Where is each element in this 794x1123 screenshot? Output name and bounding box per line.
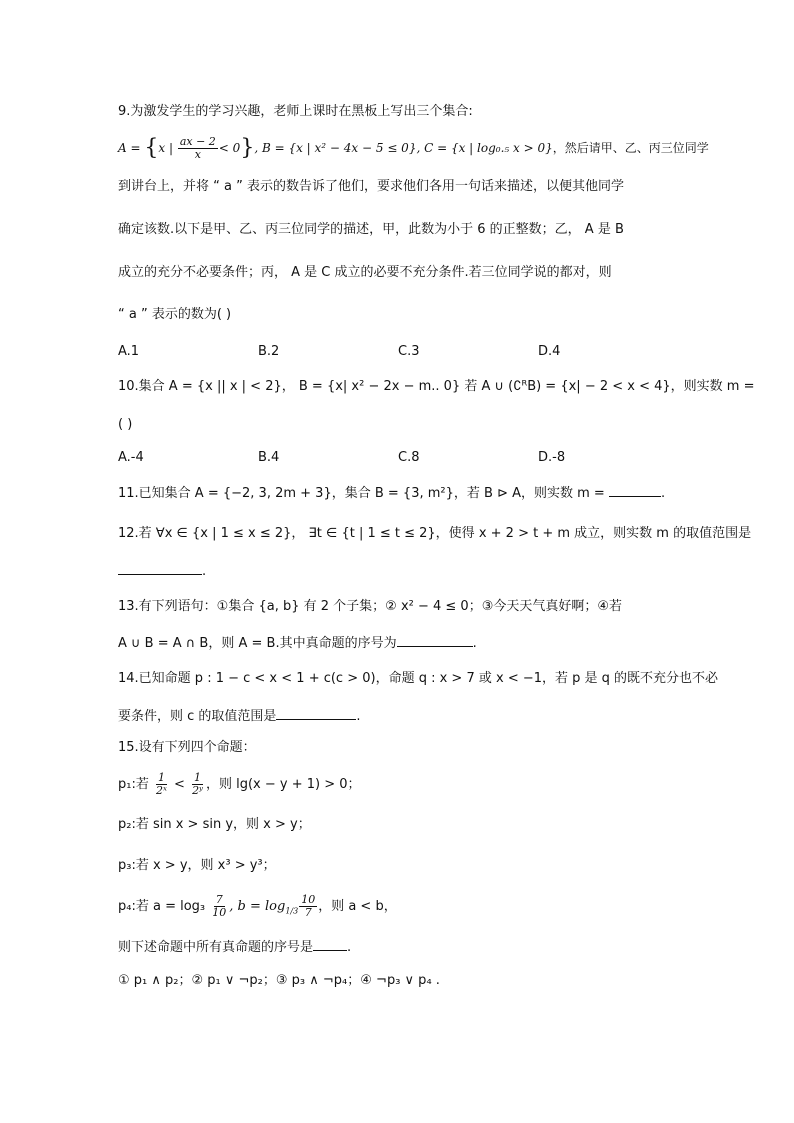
q9-frac-num: ax − 2 (179, 135, 216, 148)
q9-set-a-var: x | (158, 141, 177, 155)
q9-set-bc: , B = {x | x² − 4x − 5 ≤ 0}, C = {x | log₀.₅ x > 0} (254, 141, 553, 155)
q15-p1-frac2-num: 1 (194, 771, 202, 784)
q15-ask (118, 938, 351, 957)
q15-p4-mid: , b = log (229, 899, 286, 914)
q9-option-d: D.4 (538, 344, 561, 359)
q11-text: 11.已知集合 A = {−2, 3, 2m + 3}，集合 B = {3, m²}，若 B ⊳ A，则实数 m = (118, 486, 609, 501)
q9-line1: 9.为激发学生的学习兴趣，老师上课时在黑板上写出三个集合: (118, 104, 473, 119)
q9-option-b: B.2 (258, 344, 280, 359)
q10-option-a: A.-4 (118, 450, 144, 465)
q9-left-brace: { (144, 135, 159, 161)
q15-p4-pre: p₄:若 a = log₃ (118, 899, 210, 914)
q15-answer-blank[interactable] (313, 938, 347, 951)
q15-p4-frac1-num: 7 (215, 893, 223, 906)
q15-p1 (118, 772, 361, 798)
q15-p1-frac1-num: 1 (157, 771, 165, 784)
q15-p1-mid: < (169, 777, 190, 792)
q14-answer-blank[interactable] (276, 707, 356, 720)
q12-line2 (118, 562, 206, 581)
q11-answer-blank[interactable] (609, 484, 661, 497)
q12-line1: 12.若 ∀x ∈ {x | 1 ≤ x ≤ 2}， ∃t ∈ {t | 1 ≤ t ≤ 2}，使得 x + 2 > t + m 成立，则实数 m 的取值范围是 (118, 526, 752, 541)
q15-choices: ① p₁ ∧ p₂；② p₁ ∨ ¬p₂；③ p₃ ∧ ¬p₄；④ ¬p₃ ∨ p₄ . (118, 973, 440, 988)
q9-set-a-cond: < 0 (218, 141, 241, 155)
q12-answer-blank[interactable] (118, 562, 202, 575)
q15-p4-frac1-den: 10 (212, 906, 227, 919)
q9-line3: 到讲台上，并将 “ a ” 表示的数告诉了他们，要求他们各用一句话来描述，以便其他同学 (118, 179, 624, 194)
q15-p1-frac2-den: 2ʸ (192, 784, 203, 797)
q15-ask-end: . (347, 940, 352, 955)
q14-line2 (118, 707, 361, 726)
q15-p3: p₃:若 x > y，则 x³ > y³； (118, 858, 276, 873)
q13-answer-blank[interactable] (397, 634, 473, 647)
q15-p1-post: ，则 lg(x − y + 1) > 0； (205, 777, 361, 792)
q15-p2: p₂:若 sin x > sin y，则 x > y； (118, 817, 311, 832)
q15-ask-text: 则下述命题中所有真命题的序号是 (118, 940, 314, 955)
q13-line1: 13.有下列语句：①集合 {a, b} 有 2 个子集；② x² − 4 ≤ 0；③今天天气真好啊；④若 (118, 599, 623, 614)
q15-p4-base: 1/3 (285, 906, 299, 916)
q15-p4-frac2 (299, 894, 317, 919)
q15-line1: 15.设有下列四个命题： (118, 740, 256, 755)
q9-line5: 成立的充分不必要条件；丙， A 是 C 成立的必要不充分条件.若三位同学说的都对，则 (118, 265, 612, 280)
q13-line2 (118, 634, 477, 653)
q10-line2: ( ) (118, 417, 133, 432)
q14-end: . (356, 709, 361, 724)
q15-p4-frac1 (210, 894, 228, 919)
q15-p4 (118, 894, 397, 925)
q15-p4-frac2-num: 10 (301, 893, 316, 906)
q11-line (118, 484, 665, 503)
q9-fraction (178, 136, 218, 161)
q9-line4: 确定该数.以下是甲、乙、丙三位同学的描述，甲，此数为小于 6 的正整数；乙， A 是 B (118, 222, 624, 237)
q10-option-d: D.-8 (538, 450, 566, 465)
q9-option-a: A.1 (118, 344, 140, 359)
q14-line1: 14.已知命题 p : 1 − c < x < 1 + c(c > 0)，命题 q : x > 7 或 x < −1，若 p 是 q 的既不充分也不必 (118, 671, 719, 686)
q15-p1-frac1 (154, 772, 169, 797)
q13-text: A ∪ B = A ∩ B，则 A = B.其中真命题的序号为 (118, 636, 397, 651)
q9-set-a-label: A = (118, 141, 145, 155)
q9-line6: “ a ” 表示的数为( ) (118, 307, 232, 322)
q15-p1-frac2 (190, 772, 205, 797)
q9-right-brace: } (240, 135, 255, 161)
q15-p4-post: ，则 a < b， (318, 899, 397, 914)
q9-line2-tail: ，然后请甲、乙、丙三位同学 (552, 141, 709, 155)
q10-line1: 10.集合 A = {x || x | < 2}， B = {x| x² − 2x − m.. 0} 若 A ∪ (∁ᴿB) = {x| − 2 < x < 4}，则实数 m = (118, 379, 755, 394)
q9-frac-den: x (194, 148, 201, 161)
q14-text: 要条件，则 c 的取值范围是 (118, 709, 277, 724)
q15-p4-frac2-den: 7 (304, 906, 312, 919)
q11-end: . (660, 486, 666, 501)
q15-p1-pre: p₁:若 (118, 777, 153, 792)
q13-end: . (472, 636, 477, 651)
q10-option-c: C.8 (398, 450, 420, 465)
q12-end: . (202, 564, 207, 579)
q9-option-c: C.3 (398, 344, 420, 359)
q10-option-b: B.4 (258, 450, 280, 465)
q9-sets-line (118, 136, 709, 161)
q15-p1-frac1-den: 2ˣ (155, 784, 167, 797)
